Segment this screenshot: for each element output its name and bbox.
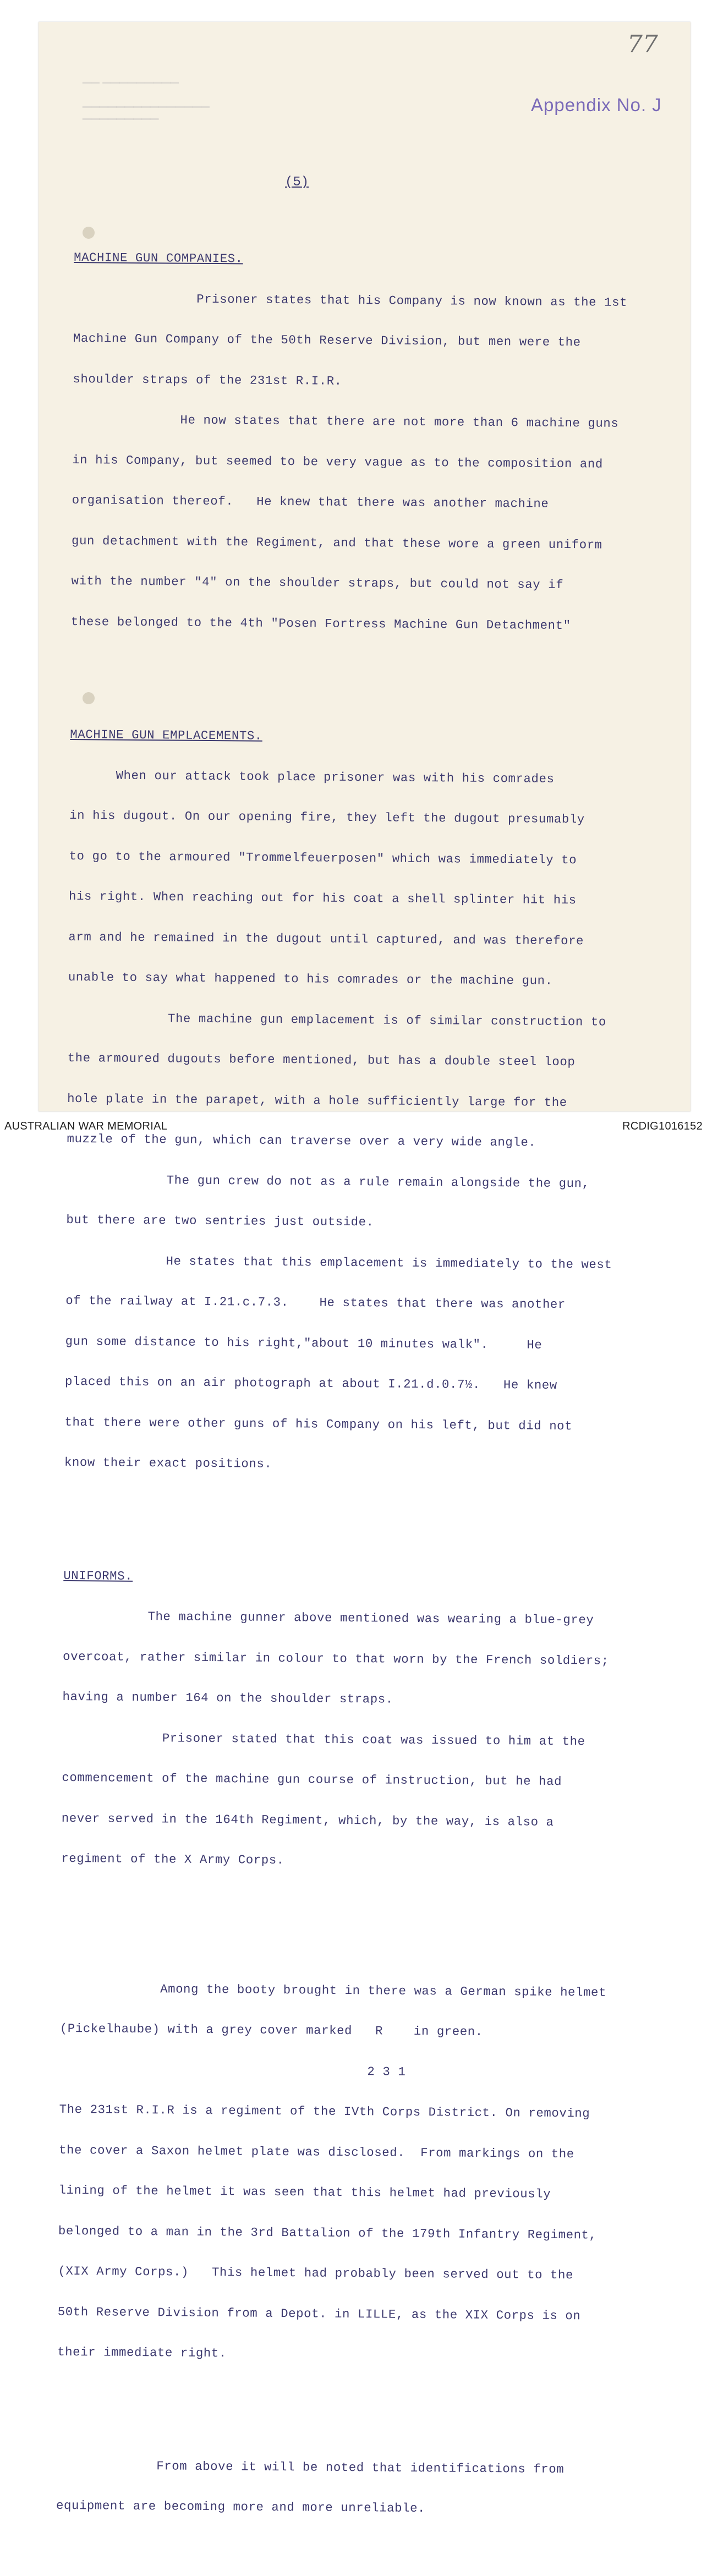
section-heading: UNIFORMS. <box>63 1568 133 1583</box>
text-line: in his Company, but seemed to be very vague as to the composition and <box>72 452 603 472</box>
text-line: regiment of the X Army Corps. <box>61 1851 284 1868</box>
text-line: From above it will be noted that identifications from <box>56 2458 564 2476</box>
appendix-stamp: Appendix No. J <box>531 95 662 115</box>
footer-archive-name: AUSTRALIAN WAR MEMORIAL <box>4 1120 168 1132</box>
text-line: to go to the armoured "Trommelfeuerposen" which was immediately to <box>69 848 577 867</box>
conclusion-paragraph <box>56 2431 611 2544</box>
text-line: that there were other guns of his Company on his left, but did not <box>64 1415 573 1433</box>
text-line: in his dugout. On our opening fire, they left the dugout presumably <box>69 808 585 827</box>
footer-record-id: RCDIG1016152 <box>622 1120 703 1132</box>
text-line: never served in the 164th Regiment, which, by the way, is also a <box>61 1811 554 1829</box>
text-line: unable to say what happened to his comrades or the machine gun. <box>68 969 553 988</box>
text-line: He states that this emplacement is immediately to the west <box>65 1253 612 1272</box>
text-line: The machine gun emplacement is of similar construction to <box>68 1010 606 1029</box>
text-line: lining of the helmet it was seen that this helmet had previously <box>58 2183 551 2201</box>
text-line: When our attack took place prisoner was with his comrades <box>69 768 555 786</box>
text-line: with the number "4" on the shoulder straps, but could not say if <box>71 573 564 593</box>
text-line: the cover a Saxon helmet plate was disclosed. From markings on the <box>59 2142 574 2161</box>
text-line: know their exact positions. <box>64 1455 272 1471</box>
text-line: their immediate right. <box>57 2344 227 2361</box>
section-machine-gun-companies <box>70 224 628 660</box>
text-line: commencement of the machine gun course of instruction, but he had <box>62 1770 562 1789</box>
section-heading: MACHINE GUN EMPLACEMENTS. <box>70 727 262 743</box>
text-line: belonged to a man in the 3rd Battalion of the 179th Infantry Regiment, <box>58 2223 597 2243</box>
text-line: these belonged to the 4th "Posen Fortress Machine Gun Detachment" <box>70 614 571 633</box>
text-line: muzzle of the gun, which can traverse over a very wide angle. <box>67 1131 536 1150</box>
text-line: Prisoner states that his Company is now known as the 1st <box>73 291 628 310</box>
text-line: Machine Gun Company of the 50th Reserve Division, but men were the <box>73 331 581 350</box>
text-line: having a number 164 on the shoulder straps. <box>62 1689 393 1707</box>
pencil-folio-number: 77 <box>627 30 658 58</box>
booty-paragraph <box>57 1954 615 2390</box>
document-body <box>56 197 628 2576</box>
text-line: (XIX Army Corps.) This helmet had probably been served out to the <box>58 2263 574 2283</box>
text-line: gun detachment with the Regiment, and that these wore a green uniform <box>71 533 602 552</box>
text-line: The machine gunner above mentioned was wearing a blue-grey <box>63 1608 594 1627</box>
text-line: The 231st R.I.R is a regiment of the IVth Corps District. On removing <box>59 2102 590 2121</box>
page-number: (5) <box>285 175 309 190</box>
text-line: but there are two sentries just outside. <box>66 1212 374 1230</box>
text-line: arm and he remained in the dugout until captured, and was therefore <box>68 929 584 948</box>
text-line: 50th Reserve Division from a Depot. in LILLE, as the XIX Corps is on <box>57 2304 581 2323</box>
text-line: The gun crew do not as a rule remain alongside the gun, <box>66 1172 590 1191</box>
text-line: of the railway at I.21.c.7.3. He states that there was another <box>65 1293 566 1312</box>
text-line: He now states that there are not more than 6 machine guns <box>72 412 619 431</box>
text-line: organisation thereof. He knew that there was another machine <box>72 492 549 511</box>
text-line: overcoat, rather similar in colour to that worn by the French soldiers; <box>63 1649 609 1668</box>
section-uniforms <box>61 1542 618 1897</box>
text-line: Prisoner stated that this coat was issued to him at the <box>62 1730 585 1749</box>
text-line: the armoured dugouts before mentioned, but has a double steel loop <box>67 1050 576 1070</box>
text-line: his right. When reaching out for his coat a shell splinter hit his <box>68 889 577 908</box>
show-through-text: ▁▁ ▁▁▁▁▁▁▁▁▁ ▁▁▁▁▁▁▁▁▁▁▁▁▁▁▁ ▁▁▁▁▁▁▁▁▁ <box>83 72 210 120</box>
text-line: 2 3 1 <box>59 2062 406 2079</box>
text-line: hole plate in the parapet, with a hole sufficiently large for the <box>67 1091 567 1110</box>
section-machine-gun-emplacements <box>64 701 624 1500</box>
text-line: (Pickelhaube) with a grey cover marked R in green. <box>59 2021 483 2039</box>
section-heading: MACHINE GUN COMPANIES. <box>74 250 243 266</box>
text-line: equipment are becoming more and more unreliable. <box>56 2498 426 2516</box>
text-line: placed this on an air photograph at about I.21.d.0.7½. He knew <box>64 1374 557 1393</box>
text-line: shoulder straps of the 231st R.I.R. <box>73 371 342 388</box>
text-line: Among the booty brought in there was a German spike helmet <box>60 1981 607 2000</box>
text-line: gun some distance to his right,"about 10 minutes walk". He <box>65 1334 542 1352</box>
